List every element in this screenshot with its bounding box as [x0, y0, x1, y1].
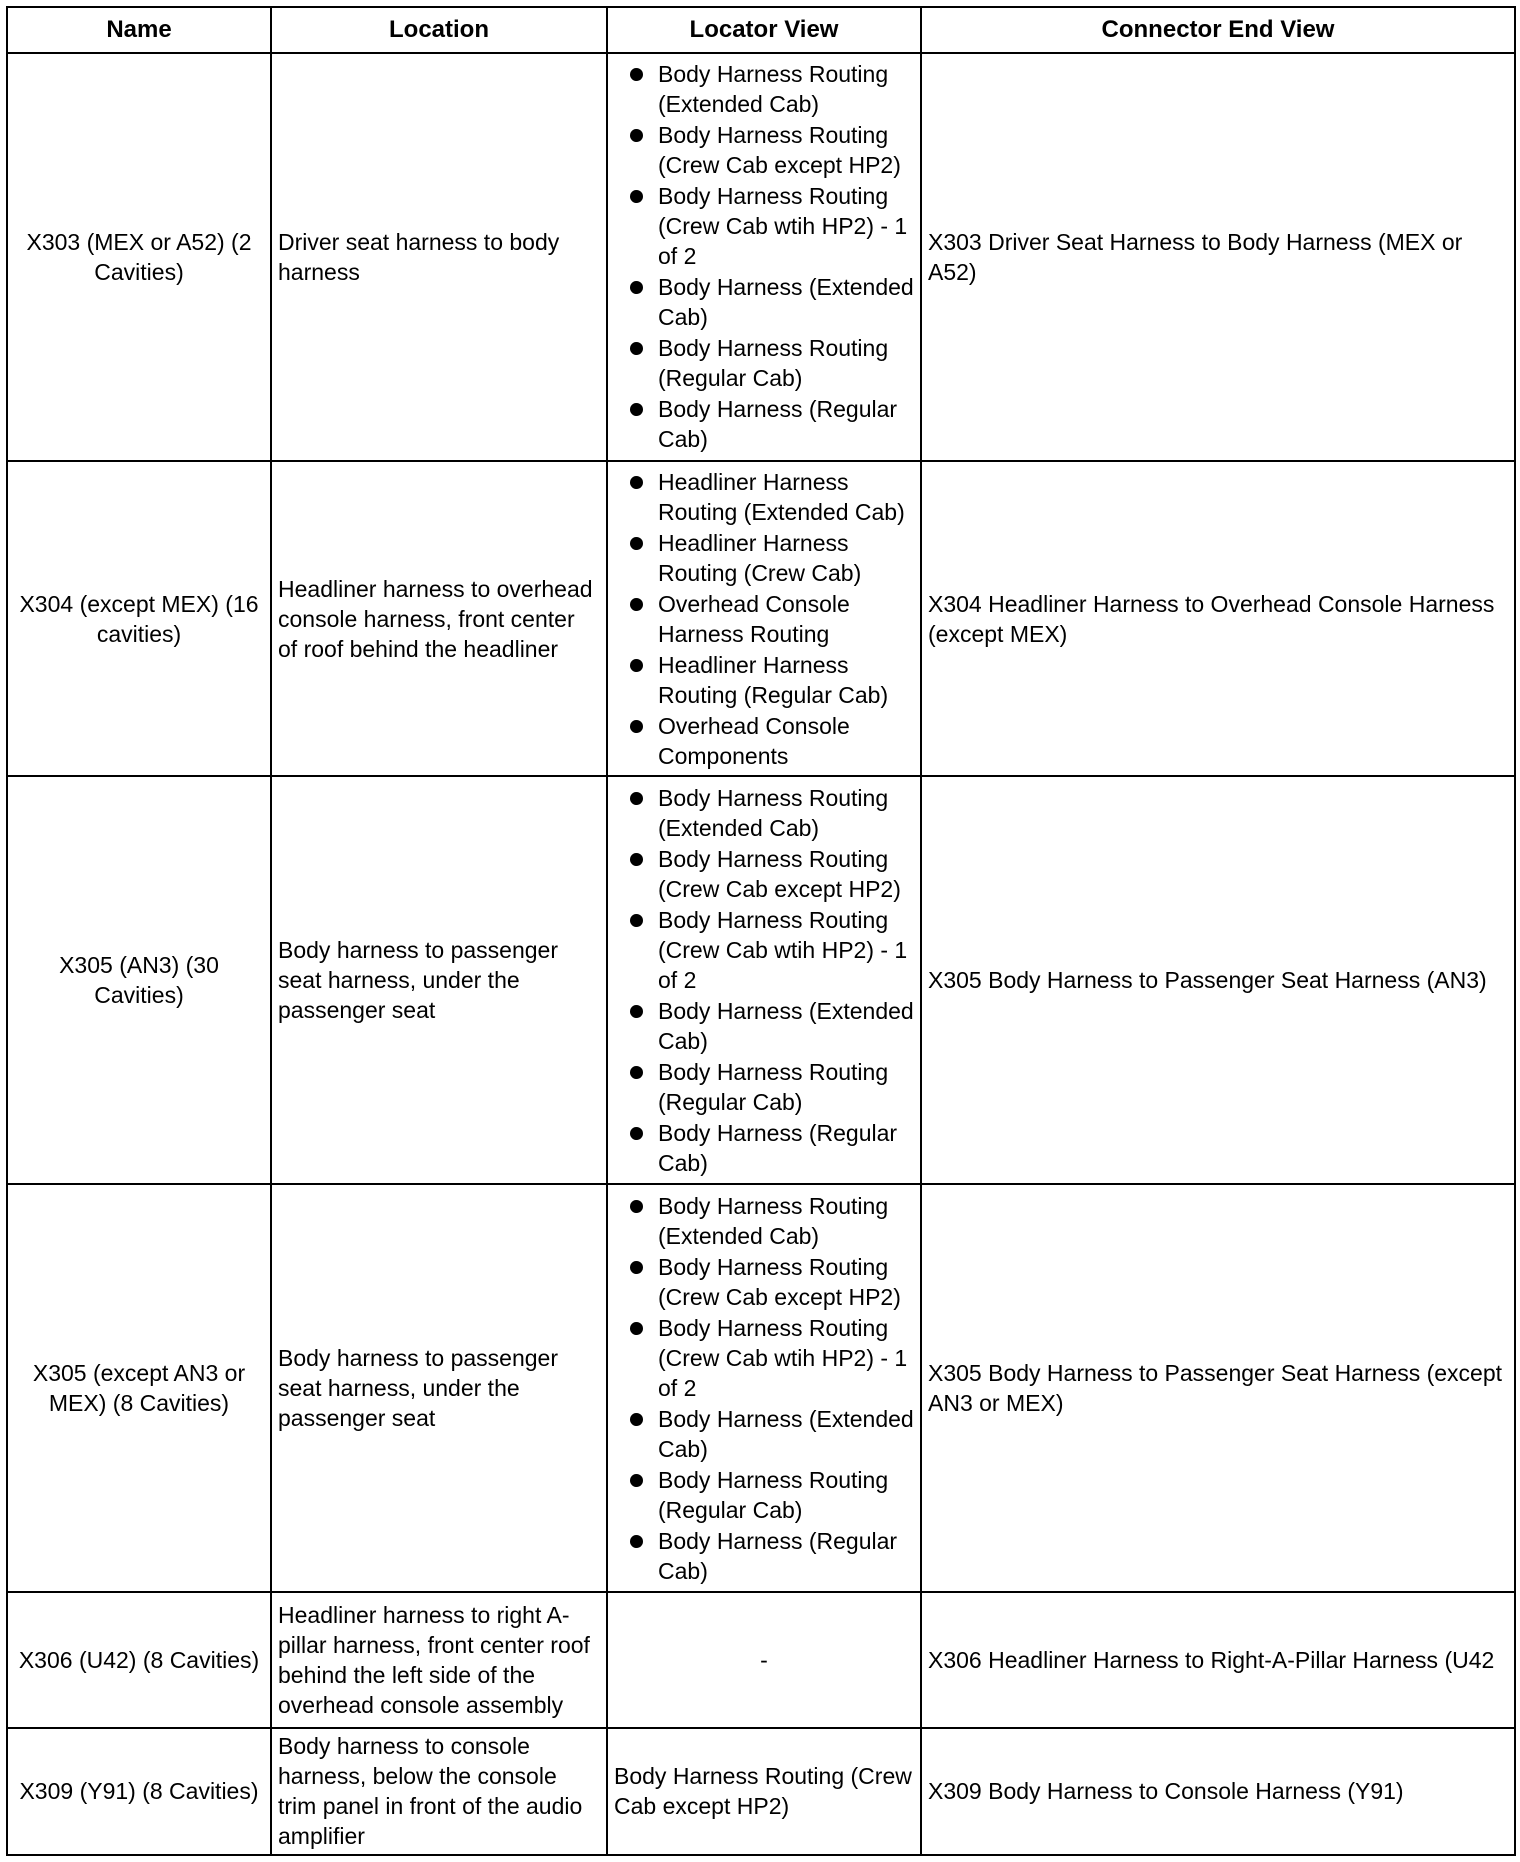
bullet-icon	[630, 1200, 643, 1213]
locator-view-cell	[607, 461, 921, 777]
bullet-icon	[630, 1413, 643, 1426]
table-row	[7, 776, 1515, 1184]
bullet-icon	[630, 342, 643, 355]
locator-view-item[interactable]	[614, 333, 914, 393]
locator-view-item[interactable]	[614, 1465, 914, 1525]
bullet-icon	[630, 720, 643, 733]
connector-name: X305 (except AN3 or MEX) (8 Cavities)	[7, 1184, 271, 1592]
bullet-icon	[630, 792, 643, 805]
bullet-icon	[630, 403, 643, 416]
bullet-icon	[630, 1535, 643, 1548]
locator-view-list	[614, 783, 914, 1178]
locator-view-item[interactable]	[614, 1313, 914, 1403]
locator-view-label: Body Harness Routing (Crew Cab wtih HP2) - 1 of 2	[658, 183, 908, 270]
locator-view-label: Body Harness Routing (Regular Cab)	[658, 1466, 889, 1523]
bullet-icon	[630, 1066, 643, 1079]
header-locator-view: Locator View	[607, 7, 921, 53]
locator-view-item[interactable]	[614, 1526, 914, 1586]
connector-location: Headliner harness to overhead console harness, front center of roof behind the headliner	[271, 461, 607, 777]
locator-view-label: Body Harness Routing (Crew Cab wtih HP2) - 1 of 2	[658, 1314, 908, 1401]
locator-view-cell	[607, 53, 921, 461]
locator-view-item[interactable]	[614, 59, 914, 119]
connector-end-view[interactable]: X305 Body Harness to Passenger Seat Harness (except AN3 or MEX)	[921, 1184, 1515, 1592]
table-row	[7, 1184, 1515, 1592]
locator-view-item[interactable]	[614, 783, 914, 843]
locator-view-label: Body Harness Routing (Extended Cab)	[658, 1192, 889, 1249]
bullet-icon	[630, 853, 643, 866]
header-name: Name	[7, 7, 271, 53]
locator-view-label: Body Harness (Regular Cab)	[658, 396, 898, 453]
locator-view-label: Overhead Console Components	[658, 712, 850, 769]
bullet-icon	[630, 537, 643, 550]
locator-view-label: Body Harness (Regular Cab)	[658, 1119, 898, 1176]
locator-view-label: Body Harness Routing (Extended Cab)	[658, 61, 889, 118]
bullet-icon	[630, 1474, 643, 1487]
bullet-icon	[630, 914, 643, 927]
locator-view-label: Headliner Harness Routing (Regular Cab)	[658, 651, 889, 708]
connector-name: X303 (MEX or A52) (2 Cavities)	[7, 53, 271, 461]
locator-view-item[interactable]	[614, 120, 914, 180]
connector-location: Body harness to passenger seat harness, under the passenger seat	[271, 776, 607, 1184]
header-row	[7, 7, 1515, 53]
connector-end-view[interactable]: X303 Driver Seat Harness to Body Harness (MEX or A52)	[921, 53, 1515, 461]
locator-view-label: Body Harness (Extended Cab)	[658, 997, 914, 1054]
header-connector-end-view: Connector End View	[921, 7, 1515, 53]
locator-view-cell	[607, 1184, 921, 1592]
locator-view-item[interactable]	[614, 467, 914, 527]
locator-view-list	[614, 467, 914, 771]
connector-name: X305 (AN3) (30 Cavities)	[7, 776, 271, 1184]
connector-name: X309 (Y91) (8 Cavities)	[7, 1728, 271, 1856]
locator-view-label: Body Harness (Regular Cab)	[658, 1527, 898, 1584]
locator-view-label: Headliner Harness Routing (Extended Cab)	[658, 468, 905, 525]
connector-end-view[interactable]: X304 Headliner Harness to Overhead Console Harness (except MEX)	[921, 461, 1515, 777]
locator-view-label: Body Harness Routing (Crew Cab wtih HP2) - 1 of 2	[658, 906, 908, 993]
connector-name: X306 (U42) (8 Cavities)	[7, 1592, 271, 1728]
bullet-icon	[630, 1127, 643, 1140]
locator-view-label: Body Harness (Extended Cab)	[658, 1405, 914, 1462]
locator-view-list	[614, 1191, 914, 1586]
locator-view-item[interactable]	[614, 394, 914, 454]
locator-view-item[interactable]	[614, 589, 914, 649]
locator-view-label: Body Harness Routing (Regular Cab)	[658, 335, 889, 392]
connector-location: Body harness to console harness, below the console trim panel in front of the audio amplifier	[271, 1728, 607, 1856]
bullet-icon	[630, 129, 643, 142]
locator-view-label: Body Harness Routing (Crew Cab except HP2)	[658, 122, 901, 179]
locator-view-item[interactable]	[614, 181, 914, 271]
connector-location: Headliner harness to right A-pillar harness, front center roof behind the left side of the overhead console assembly	[271, 1592, 607, 1728]
locator-view-label: Overhead Console Harness Routing	[658, 590, 850, 647]
table-row	[7, 53, 1515, 461]
connector-end-view[interactable]: X305 Body Harness to Passenger Seat Harness (AN3)	[921, 776, 1515, 1184]
locator-view-label: Headliner Harness Routing (Crew Cab)	[658, 529, 862, 586]
bullet-icon	[630, 598, 643, 611]
locator-view-cell[interactable]: Body Harness Routing (Crew Cab except HP2)	[607, 1728, 921, 1856]
locator-view-item[interactable]	[614, 905, 914, 995]
locator-view-item[interactable]	[614, 272, 914, 332]
connector-end-view[interactable]: X309 Body Harness to Console Harness (Y91)	[921, 1728, 1515, 1856]
bullet-icon	[630, 659, 643, 672]
locator-view-label: Body Harness Routing (Regular Cab)	[658, 1058, 889, 1115]
locator-view-label: Body Harness Routing (Crew Cab except HP2)	[658, 1253, 901, 1310]
connector-table	[6, 6, 1516, 1856]
bullet-icon	[630, 1322, 643, 1335]
bullet-icon	[630, 1005, 643, 1018]
locator-view-item[interactable]	[614, 528, 914, 588]
table-row	[7, 1728, 1515, 1856]
locator-view-item[interactable]	[614, 1057, 914, 1117]
table-row	[7, 1592, 1515, 1728]
connector-end-view[interactable]: X306 Headliner Harness to Right-A-Pillar Harness (U42	[921, 1592, 1515, 1728]
locator-view-item[interactable]	[614, 711, 914, 771]
bullet-icon	[630, 68, 643, 81]
connector-location: Body harness to passenger seat harness, under the passenger seat	[271, 1184, 607, 1592]
locator-view-cell: -	[607, 1592, 921, 1728]
locator-view-item[interactable]	[614, 1118, 914, 1178]
locator-view-label: Body Harness (Extended Cab)	[658, 274, 914, 331]
locator-view-item[interactable]	[614, 996, 914, 1056]
locator-view-item[interactable]	[614, 844, 914, 904]
connector-name: X304 (except MEX) (16 cavities)	[7, 461, 271, 777]
bullet-icon	[630, 190, 643, 203]
locator-view-item[interactable]	[614, 650, 914, 710]
locator-view-item[interactable]	[614, 1191, 914, 1251]
locator-view-label: Body Harness Routing (Extended Cab)	[658, 784, 889, 841]
locator-view-item[interactable]	[614, 1404, 914, 1464]
locator-view-list	[614, 59, 914, 454]
table-row	[7, 461, 1515, 777]
bullet-icon	[630, 281, 643, 294]
locator-view-cell	[607, 776, 921, 1184]
locator-view-item[interactable]	[614, 1252, 914, 1312]
bullet-icon	[630, 1261, 643, 1274]
bullet-icon	[630, 476, 643, 489]
connector-location: Driver seat harness to body harness	[271, 53, 607, 461]
locator-view-label: Body Harness Routing (Crew Cab except HP2)	[658, 845, 901, 902]
header-location: Location	[271, 7, 607, 53]
